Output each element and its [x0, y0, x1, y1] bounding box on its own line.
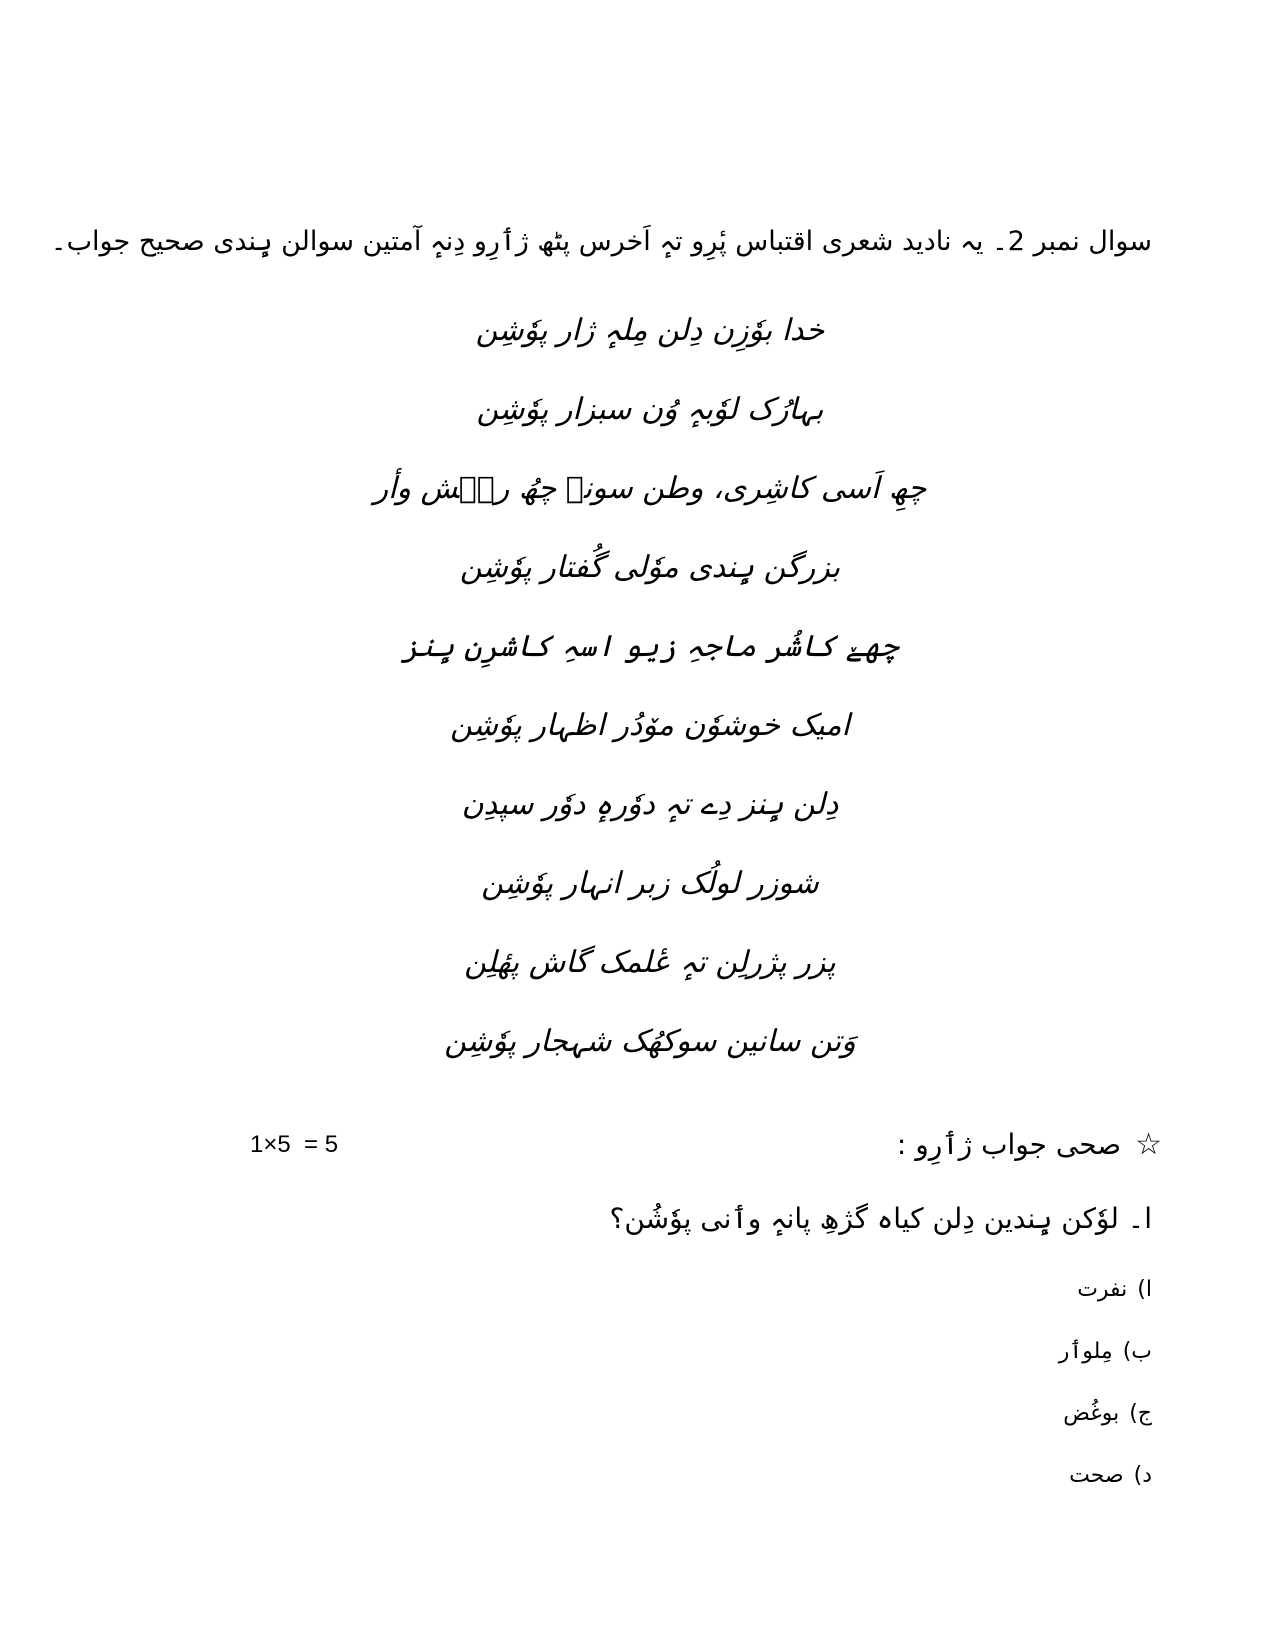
poem-line-7: دِلن ہٕنز دِے تہٕ دوٗرہٕ دوٗر سپدِن: [461, 787, 839, 822]
option-b: [752, 1332, 1152, 1394]
option-text: صحت: [1069, 1463, 1124, 1488]
poem-line-3: چھِ اَسی کاشِری، وطن سونے چھُ ریٖش وأر: [373, 471, 927, 506]
option-text: بوغُض: [1063, 1401, 1120, 1426]
poem-line-8: شوزر لولُک زبر انہار پوٗشِن: [481, 866, 819, 901]
option-marker: ا): [1137, 1277, 1152, 1302]
poem-line-5: چھےٚ کاشُر ماجہِ زیو اسہِ کاشرِن ہٕنز: [401, 629, 899, 664]
star-icon: ☆: [1135, 1127, 1162, 1162]
instruction-text: صحی جواب ژٲرِو :: [896, 1128, 1122, 1161]
option-a: [752, 1270, 1152, 1332]
options-list: [752, 1270, 1152, 1518]
poem-line-4: بزرگن ہٕندی موٗلی گُفتار پوٗشِن: [459, 550, 841, 585]
option-c: [752, 1394, 1152, 1456]
poem-line-9: پزر پژرلِن تہٕ عٔلمک گاش پھٔلِن: [464, 945, 836, 980]
option-d: [752, 1456, 1152, 1518]
question-title: سوال نمبر 2۔ یہ نادید شعری اقتباس پٔرِو تہٕ اَخرس پٹھ ژٲرِو دِنہٕ آمتین سوالن ہٕندی صحیح جواب۔: [50, 226, 1152, 257]
instruction: [762, 1125, 1162, 1165]
poem-line-6: امیک خوشوٗن موٚدُر اظہار پوٗشِن: [450, 708, 850, 743]
poem-line-2: بہارُک لوٗبہٕ وُن سبزار پوٗشِن: [476, 392, 824, 427]
option-marker: ج): [1129, 1401, 1152, 1426]
poem-line-1: خدا بوٗزِن دِلن مِلہٕ ژار پوٗشِن: [475, 313, 825, 348]
option-text: مِلوٲر: [1058, 1339, 1113, 1364]
option-text: نفرت: [1077, 1277, 1128, 1302]
poem-line-10: وَتن سانین سوکھُک شہجار پوٗشِن: [444, 1024, 856, 1059]
sub-question-text: ا۔ لوٗکن ہٕندین دِلن کیاہ گژھِ پانہٕ وٲنی پوٗشُن؟: [609, 1202, 1152, 1235]
option-marker: ب): [1122, 1339, 1152, 1364]
marks-label: 1×5 = 5: [250, 1131, 339, 1158]
option-marker: د): [1133, 1463, 1152, 1488]
poem-block: [300, 306, 1000, 1096]
